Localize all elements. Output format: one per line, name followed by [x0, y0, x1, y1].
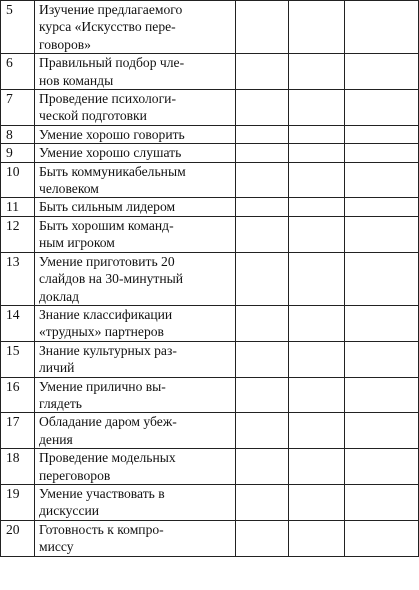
- empty-rating-cell: [236, 341, 289, 377]
- row-number: 12: [1, 216, 35, 252]
- row-number: 14: [1, 305, 35, 341]
- table-row: [1, 341, 419, 377]
- row-number: 10: [1, 162, 35, 198]
- description-line: Знание культурных раз-: [39, 342, 177, 358]
- row-description: [35, 162, 236, 198]
- description-line: курса «Искусство пере-: [39, 19, 176, 35]
- row-number: 11: [1, 198, 35, 216]
- empty-rating-cell: [345, 216, 419, 252]
- empty-rating-cell: [289, 377, 345, 413]
- row-description: [35, 520, 236, 556]
- description-line: Быть коммуникабельным: [39, 163, 186, 179]
- table-row: [1, 198, 419, 216]
- table-row: [1, 520, 419, 556]
- empty-rating-cell: [289, 54, 345, 90]
- row-number: 9: [1, 144, 35, 162]
- row-description: [35, 125, 236, 143]
- empty-rating-cell: [345, 90, 419, 126]
- description-line: Быть хорошим команд-: [39, 217, 174, 233]
- row-description: [35, 413, 236, 449]
- empty-rating-cell: [345, 125, 419, 143]
- empty-rating-cell: [236, 484, 289, 520]
- description-line: говоров»: [39, 36, 91, 52]
- row-number: 19: [1, 484, 35, 520]
- table-row: [1, 377, 419, 413]
- empty-rating-cell: [236, 449, 289, 485]
- row-number: 7: [1, 90, 35, 126]
- empty-rating-cell: [345, 162, 419, 198]
- description-line: Умение хорошо говорить: [39, 126, 185, 142]
- empty-rating-cell: [236, 54, 289, 90]
- table-row: [1, 484, 419, 520]
- empty-rating-cell: [236, 305, 289, 341]
- empty-rating-cell: [345, 520, 419, 556]
- empty-rating-cell: [345, 449, 419, 485]
- empty-rating-cell: [236, 125, 289, 143]
- description-line: миссу: [39, 539, 74, 555]
- table-body: [1, 1, 419, 557]
- table-row: [1, 449, 419, 485]
- description-line: дения: [39, 431, 73, 447]
- row-number: 17: [1, 413, 35, 449]
- table-row: [1, 90, 419, 126]
- row-description: [35, 1, 236, 54]
- description-line: Умение приготовить 20: [39, 253, 175, 269]
- row-description: [35, 252, 236, 305]
- description-line: «трудных» партнеров: [39, 324, 164, 340]
- empty-rating-cell: [345, 144, 419, 162]
- empty-rating-cell: [289, 413, 345, 449]
- empty-rating-cell: [236, 413, 289, 449]
- description-line: глядеть: [39, 395, 83, 411]
- row-number: 5: [1, 1, 35, 54]
- empty-rating-cell: [236, 198, 289, 216]
- row-description: [35, 449, 236, 485]
- description-line: ным игроком: [39, 235, 115, 251]
- empty-rating-cell: [289, 1, 345, 54]
- description-line: ческой подготовки: [39, 108, 147, 124]
- empty-rating-cell: [289, 520, 345, 556]
- description-line: дискуссии: [39, 503, 100, 519]
- empty-rating-cell: [289, 144, 345, 162]
- empty-rating-cell: [236, 144, 289, 162]
- table-row: [1, 252, 419, 305]
- empty-rating-cell: [236, 377, 289, 413]
- description-line: переговоров: [39, 467, 111, 483]
- table-row: [1, 216, 419, 252]
- empty-rating-cell: [345, 484, 419, 520]
- empty-rating-cell: [289, 90, 345, 126]
- row-description: [35, 54, 236, 90]
- empty-rating-cell: [289, 449, 345, 485]
- empty-rating-cell: [345, 305, 419, 341]
- row-number: 8: [1, 125, 35, 143]
- empty-rating-cell: [289, 198, 345, 216]
- description-line: Обладание даром убеж-: [39, 414, 177, 430]
- row-description: [35, 216, 236, 252]
- table-row: [1, 144, 419, 162]
- row-description: [35, 484, 236, 520]
- empty-rating-cell: [236, 252, 289, 305]
- description-line: слайдов на 30-минутный: [39, 271, 184, 287]
- table-row: [1, 1, 419, 54]
- row-description: [35, 377, 236, 413]
- empty-rating-cell: [345, 198, 419, 216]
- empty-rating-cell: [236, 520, 289, 556]
- description-line: Быть сильным лидером: [39, 199, 176, 215]
- description-line: Проведение модельных: [39, 450, 176, 466]
- description-line: Готовность к компро-: [39, 521, 164, 537]
- row-number: 20: [1, 520, 35, 556]
- row-number: 13: [1, 252, 35, 305]
- table-row: [1, 305, 419, 341]
- row-description: [35, 341, 236, 377]
- empty-rating-cell: [289, 305, 345, 341]
- description-line: Правильный подбор чле-: [39, 55, 185, 71]
- description-line: доклад: [39, 288, 80, 304]
- description-line: нов команды: [39, 72, 114, 88]
- empty-rating-cell: [289, 252, 345, 305]
- row-number: 16: [1, 377, 35, 413]
- empty-rating-cell: [289, 484, 345, 520]
- row-number: 15: [1, 341, 35, 377]
- empty-rating-cell: [345, 252, 419, 305]
- empty-rating-cell: [345, 377, 419, 413]
- empty-rating-cell: [289, 216, 345, 252]
- description-line: Изучение предлагаемого: [39, 2, 183, 17]
- empty-rating-cell: [236, 162, 289, 198]
- row-description: [35, 198, 236, 216]
- empty-rating-cell: [345, 413, 419, 449]
- empty-rating-cell: [289, 341, 345, 377]
- row-number: 6: [1, 54, 35, 90]
- empty-rating-cell: [236, 1, 289, 54]
- table-row: [1, 413, 419, 449]
- table-row: [1, 162, 419, 198]
- table-row: [1, 125, 419, 143]
- description-line: Проведение психологи-: [39, 91, 176, 107]
- row-description: [35, 144, 236, 162]
- empty-rating-cell: [345, 341, 419, 377]
- empty-rating-cell: [345, 54, 419, 90]
- empty-rating-cell: [289, 162, 345, 198]
- description-line: человеком: [39, 181, 99, 197]
- row-description: [35, 305, 236, 341]
- description-line: личий: [39, 360, 75, 376]
- description-line: Умение хорошо слушать: [39, 145, 182, 161]
- row-description: [35, 90, 236, 126]
- empty-rating-cell: [236, 216, 289, 252]
- description-line: Знание классификации: [39, 306, 173, 322]
- table-row: [1, 54, 419, 90]
- description-line: Умение участвовать в: [39, 485, 165, 501]
- empty-rating-cell: [289, 125, 345, 143]
- row-number: 18: [1, 449, 35, 485]
- description-line: Умение прилично вы-: [39, 378, 166, 394]
- empty-rating-cell: [345, 1, 419, 54]
- empty-rating-cell: [236, 90, 289, 126]
